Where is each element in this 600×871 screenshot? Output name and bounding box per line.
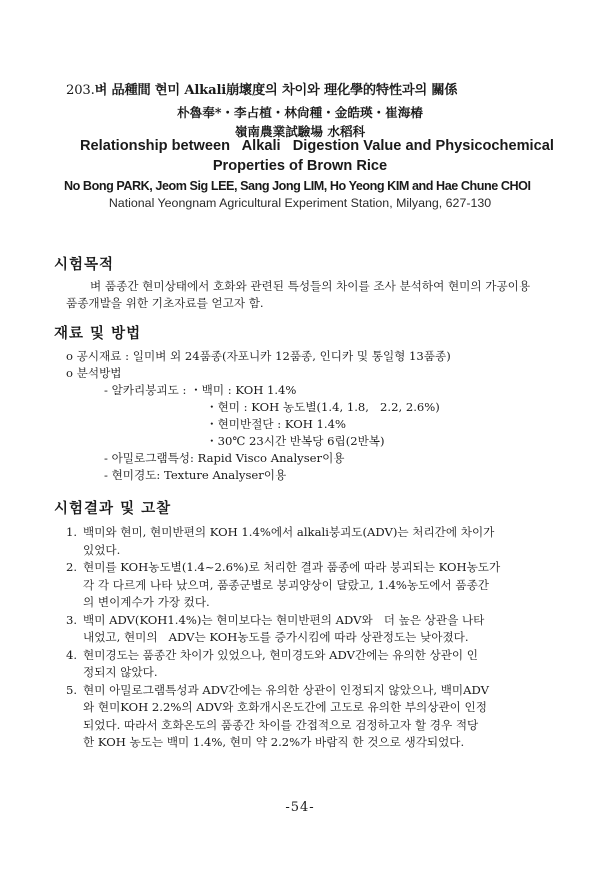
- result-item-4: 4. 현미경도는 품종간 차이가 있었으나, 현미경도와 ADV간에는 유의한 상관이 인 정되지 않았다.: [66, 647, 478, 679]
- institution-korean: 嶺南農業試驗場 水稻科: [234, 124, 366, 139]
- section-heading-results: 시험결과 및 고찰: [54, 500, 172, 517]
- methods-line-alkali-half: ・현미반절단 : KOH 1.4%: [206, 417, 346, 431]
- paper-title-english-line2: Properties of Brown Rice: [212, 158, 388, 174]
- methods-line-amylogram: - 아밀로그램특성: Rapid Visco Analyser이용: [104, 451, 345, 465]
- methods-line-alkali-condition: ・30℃ 23시간 반복당 6립(2반복): [206, 434, 385, 448]
- authors-english: No Bong PARK, Jeom Sig LEE, Sang Jong LIM, Ho Yeong KIM and Hae Chune CHOI: [64, 179, 531, 193]
- result-item-5: 5. 현미 아밀로그램특성과 ADV간에는 유의한 상관이 인정되지 않았으나, 백미ADV 와 현미KOH 2.2%의 ADV와 호화개시온도간에 고도로 유의한 부의상관이 인정 되었다. 따라서 호화온도의 품종간 차이를 간접적으로 검정하고자 할 경우 적당 한 KOH 농도는 백미 1.4%, 현미 약 2.2%가 바람직 한 것으로 생각되었다.: [66, 682, 489, 749]
- result-item-2: 2. 현미를 KOH농도별(1.4~2.6%)로 처리한 결과 품종에 따라 붕괴되는 KOH농도가 각 각 다르게 나타 났으며, 품종군별로 붕괴양상이 달랐고, 1.4%농도에서 품종간 의 변이계수가 가장 컸다.: [66, 560, 501, 609]
- methods-line-alkali-milled: - 알카리붕괴도 : ・백미 : KOH 1.4%: [104, 383, 297, 397]
- results-list: [66, 524, 546, 752]
- title-korean-text: 벼 品種間 현미 Alkali崩壞度의 차이와 理化學的特性과의 關係: [94, 83, 458, 98]
- result-item-1: 1. 백미와 현미, 현미반편의 KOH 1.4%에서 alkali붕괴도(ADV)는 처리간에 차이가 있었다.: [66, 525, 495, 557]
- methods-line-analysis: o 분석방법: [66, 366, 122, 380]
- purpose-line-1: 벼 품종간 현미상태에서 호화와 관련된 특성들의 차이를 조사 분석하여 현미의 가공이용: [90, 279, 531, 293]
- section-heading-methods: 재료 및 방법: [54, 325, 142, 342]
- authors-korean: 朴魯奉*・李占植・林尙種・金皓瑛・崔海椿: [177, 105, 423, 120]
- abstract-number: 203.: [66, 83, 95, 98]
- page-number: -54-: [285, 800, 315, 815]
- institution-english: National Yeongnam Agricultural Experiment Station, Milyang, 627-130: [108, 196, 492, 210]
- result-item-3: 3. 백미 ADV(KOH1.4%)는 현미보다는 현미반편의 ADV와 더 높은 상관을 나타 내었고, 현미의 ADV는 KOH농도를 증가시킴에 따라 상관정도는 낮아졌다.: [66, 612, 485, 644]
- paper-title-korean: [66, 79, 457, 98]
- methods-line-hardness: - 현미경도: Texture Analyser이용: [104, 468, 287, 482]
- paper-title-english-line1: Relationship between Alkali Digestion Value and Physicochemical: [80, 138, 554, 154]
- methods-line-materials: o 공시재료 : 일미벼 외 24품종(자포니카 12품종, 인디카 및 통일형 13품종): [66, 349, 451, 363]
- purpose-line-2: 품종개발을 위한 기초자료를 얻고자 함.: [66, 296, 264, 310]
- methods-line-alkali-brown: ・현미 : KOH 농도별(1.4, 1.8, 2.2, 2.6%): [206, 400, 440, 414]
- section-heading-purpose: 시험목적: [54, 256, 115, 273]
